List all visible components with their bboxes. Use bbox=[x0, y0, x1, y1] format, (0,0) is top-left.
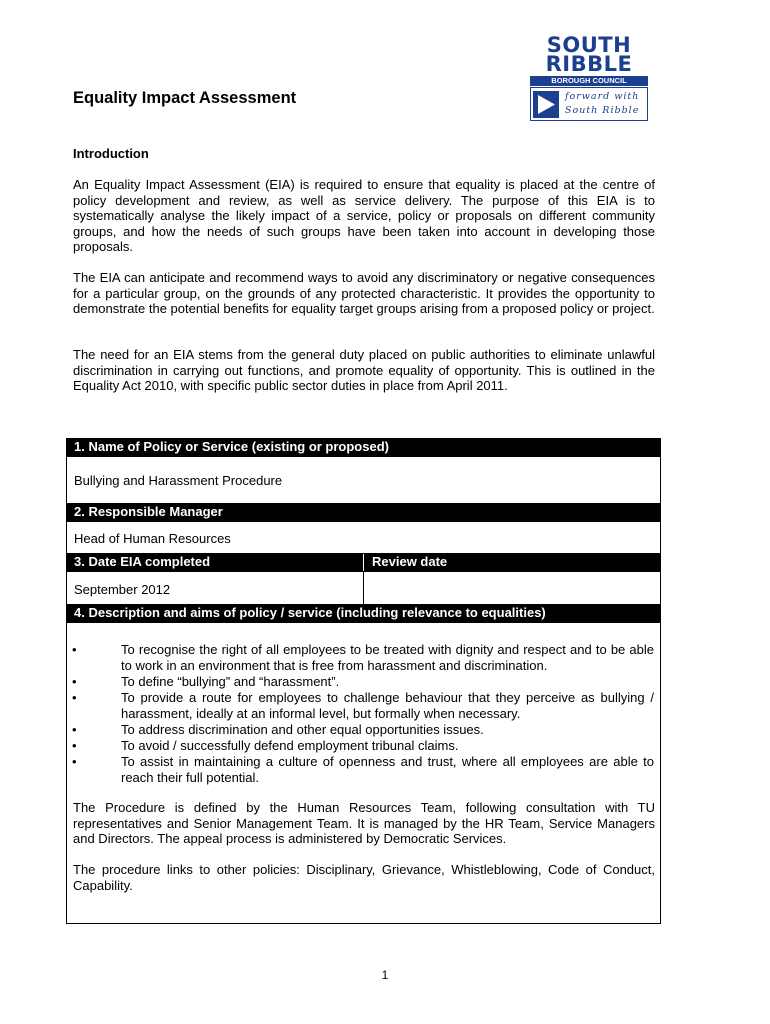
bullet-text: To address discrimination and other equal opportunities issues. bbox=[121, 722, 484, 737]
page-number: 1 bbox=[381, 968, 389, 982]
page-title: Equality Impact Assessment bbox=[73, 89, 297, 107]
intro-paragraph-1: An Equality Impact Assessment (EIA) is required to ensure that equality is placed at the centre of policy development and review, as well as service delivery. The purpose of this EIA is to systematically analyse the likely impact of a service, policy or proposals on different community groups, and how the needs of such groups have been taken into account in developing those proposals. bbox=[73, 177, 655, 255]
section-4-heading: 4. Description and aims of policy / service (including relevance to equalities) bbox=[66, 604, 661, 622]
bullet-text: To avoid / successfully defend employment tribunal claims. bbox=[121, 738, 459, 753]
play-arrow-icon bbox=[533, 91, 559, 118]
procedure-description: The Procedure is defined by the Human Resources Team, following consultation with TU representatives and Senior Management Team. It is managed by the HR Team, Service Managers and Directors. The appeal process is administered by Democratic Services. bbox=[73, 800, 655, 847]
section-1-heading: 1. Name of Policy or Service (existing or proposed) bbox=[66, 438, 661, 456]
bullet-text: To define “bullying” and “harassment”. bbox=[121, 674, 340, 689]
policy-name-value: Bullying and Harassment Procedure bbox=[74, 473, 283, 488]
responsible-manager-value: Head of Human Resources bbox=[74, 531, 231, 546]
bullet: • bbox=[72, 690, 77, 705]
logo-line-ribble: RIBBLE bbox=[545, 52, 633, 76]
procedure-links: The procedure links to other policies: Disciplinary, Grievance, Whistleblowing, Code of Conduct, Capability. bbox=[73, 862, 655, 893]
bullet: • bbox=[72, 642, 77, 657]
logo-slogan bbox=[565, 90, 639, 118]
logo-line-south: SOUTH bbox=[546, 33, 632, 57]
logo-borough-council: BOROUGH COUNCIL bbox=[530, 76, 648, 86]
intro-paragraph-2: The EIA can anticipate and recommend ways to avoid any discriminatory or negative consequences for a particular group, on the grounds of any protected characteristic. It provides the opportunity to demonstrate the potential benefits for equality target groups arising from a proposed policy or project. bbox=[73, 270, 655, 317]
bullet: • bbox=[72, 674, 77, 689]
section-2-heading: 2. Responsible Manager bbox=[66, 503, 661, 521]
review-date-heading: Review date bbox=[364, 553, 661, 571]
section-3-heading: 3. Date EIA completed bbox=[66, 553, 363, 571]
review-date-box bbox=[363, 571, 661, 605]
bullet: • bbox=[72, 754, 77, 769]
logo-slogan-box bbox=[530, 87, 648, 121]
logo-slogan-line1: forward with bbox=[565, 91, 640, 102]
intro-heading: Introduction bbox=[73, 146, 149, 161]
bullet-text: To provide a route for employees to challenge behaviour that they perceive as bullying / harassment, ideally at an informal level, but formally when necessary. bbox=[121, 690, 654, 721]
bullet-text: To recognise the right of all employees to be treated with dignity and respect and to be able to work in an environment that is free from harassment and discrimination. bbox=[121, 642, 654, 673]
bullet-text: To assist in maintaining a culture of openness and trust, where all employees are able to reach their full potential. bbox=[121, 754, 654, 785]
intro-paragraph-3: The need for an EIA stems from the general duty placed on public authorities to eliminate unlawful discrimination in carrying out functions, and promote equality of opportunity. This is outlined in the Equality Act 2010, with specific public sector duties in place from April 2011. bbox=[73, 347, 655, 394]
date-completed-value: September 2012 bbox=[74, 582, 171, 597]
bullet: • bbox=[72, 722, 77, 737]
logo-slogan-line2: South Ribble bbox=[565, 105, 640, 116]
south-ribble-logo bbox=[530, 33, 648, 121]
bullet: • bbox=[72, 738, 77, 753]
